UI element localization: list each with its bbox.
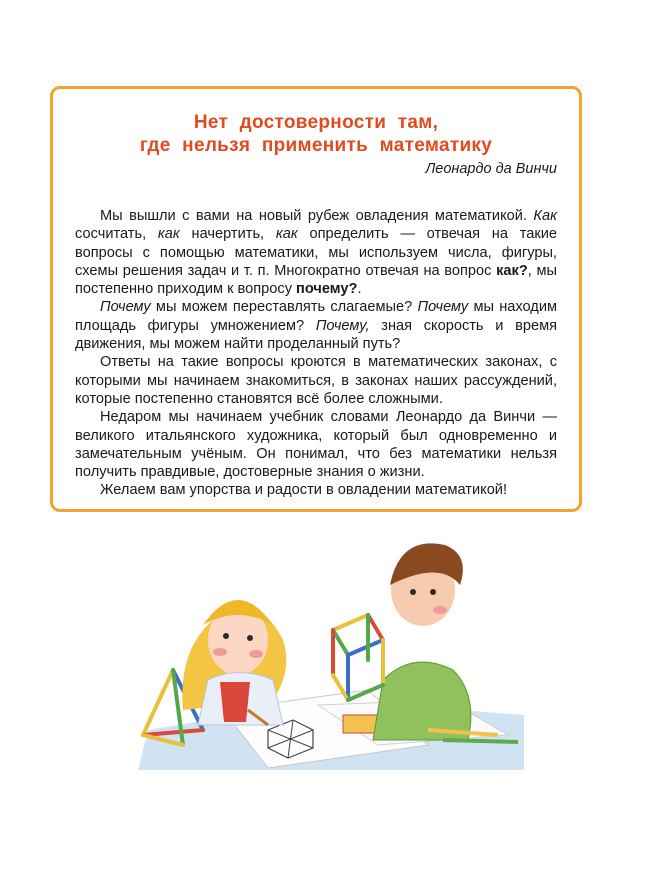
text-span: как (157, 226, 180, 243)
text-span: . (357, 281, 362, 298)
text-span: как? (496, 262, 528, 279)
text-span: зная скорость и время движения, мы можем найти проделанный путь? (75, 317, 558, 353)
epigraph-line-2: где нельзя применить математику (139, 135, 493, 156)
paragraph-1 (75, 207, 557, 298)
text-span: почему? (296, 281, 358, 298)
intro-frame (50, 86, 582, 512)
paragraph-5: Желаем вам упорства и радости в овладении математикой! (100, 482, 508, 499)
text-span: мы можем переставлять слагаемые? (150, 299, 418, 316)
pencil (443, 740, 518, 742)
text-span: Почему (417, 299, 469, 316)
text-span: Почему, (315, 317, 370, 334)
boy-figure (373, 543, 471, 740)
intro-text (75, 207, 557, 500)
text-span: Как (533, 208, 557, 224)
paragraph-4: Недаром мы начинаем учебник словами Леонардо да Винчи — великого итальянского художника, который был одновременно и замечательным учёным. Он понимал, что без математики нельзя получить правдивые, достоверные знания о жизни. (75, 409, 557, 481)
paragraph-3: Ответы на такие вопросы кроются в математических законах, с которыми мы начинаем знакомиться, в законах наших рассуждений, которые постепенно становятся всё более сложными. (75, 354, 557, 407)
text-span: Мы вышли с вами на новый рубеж овладения математикой. (100, 208, 534, 224)
text-span: определить — отвечая на такие вопросы с помощью математики, мы используем числа, фигуры, схемы решения задач и т. п. Многократно отвечая на вопрос (75, 226, 557, 279)
epigraph-title (53, 111, 579, 157)
paragraph-2 (75, 298, 557, 353)
epigraph-line-1: Нет достоверности там, (193, 112, 439, 133)
text-span: Почему (100, 299, 151, 316)
epigraph-author: Леонардо да Винчи (425, 161, 557, 177)
girl-figure (182, 600, 286, 725)
cube-model (333, 615, 383, 700)
text-span: сосчитать, (75, 226, 158, 243)
children-illustration (128, 530, 524, 770)
text-span: начертить, (179, 226, 276, 243)
text-span: , мы постепенно приходим к вопросу (75, 262, 557, 298)
text-span: как (275, 226, 298, 243)
text-span: мы находим площадь фигуры умножением? (75, 299, 558, 334)
